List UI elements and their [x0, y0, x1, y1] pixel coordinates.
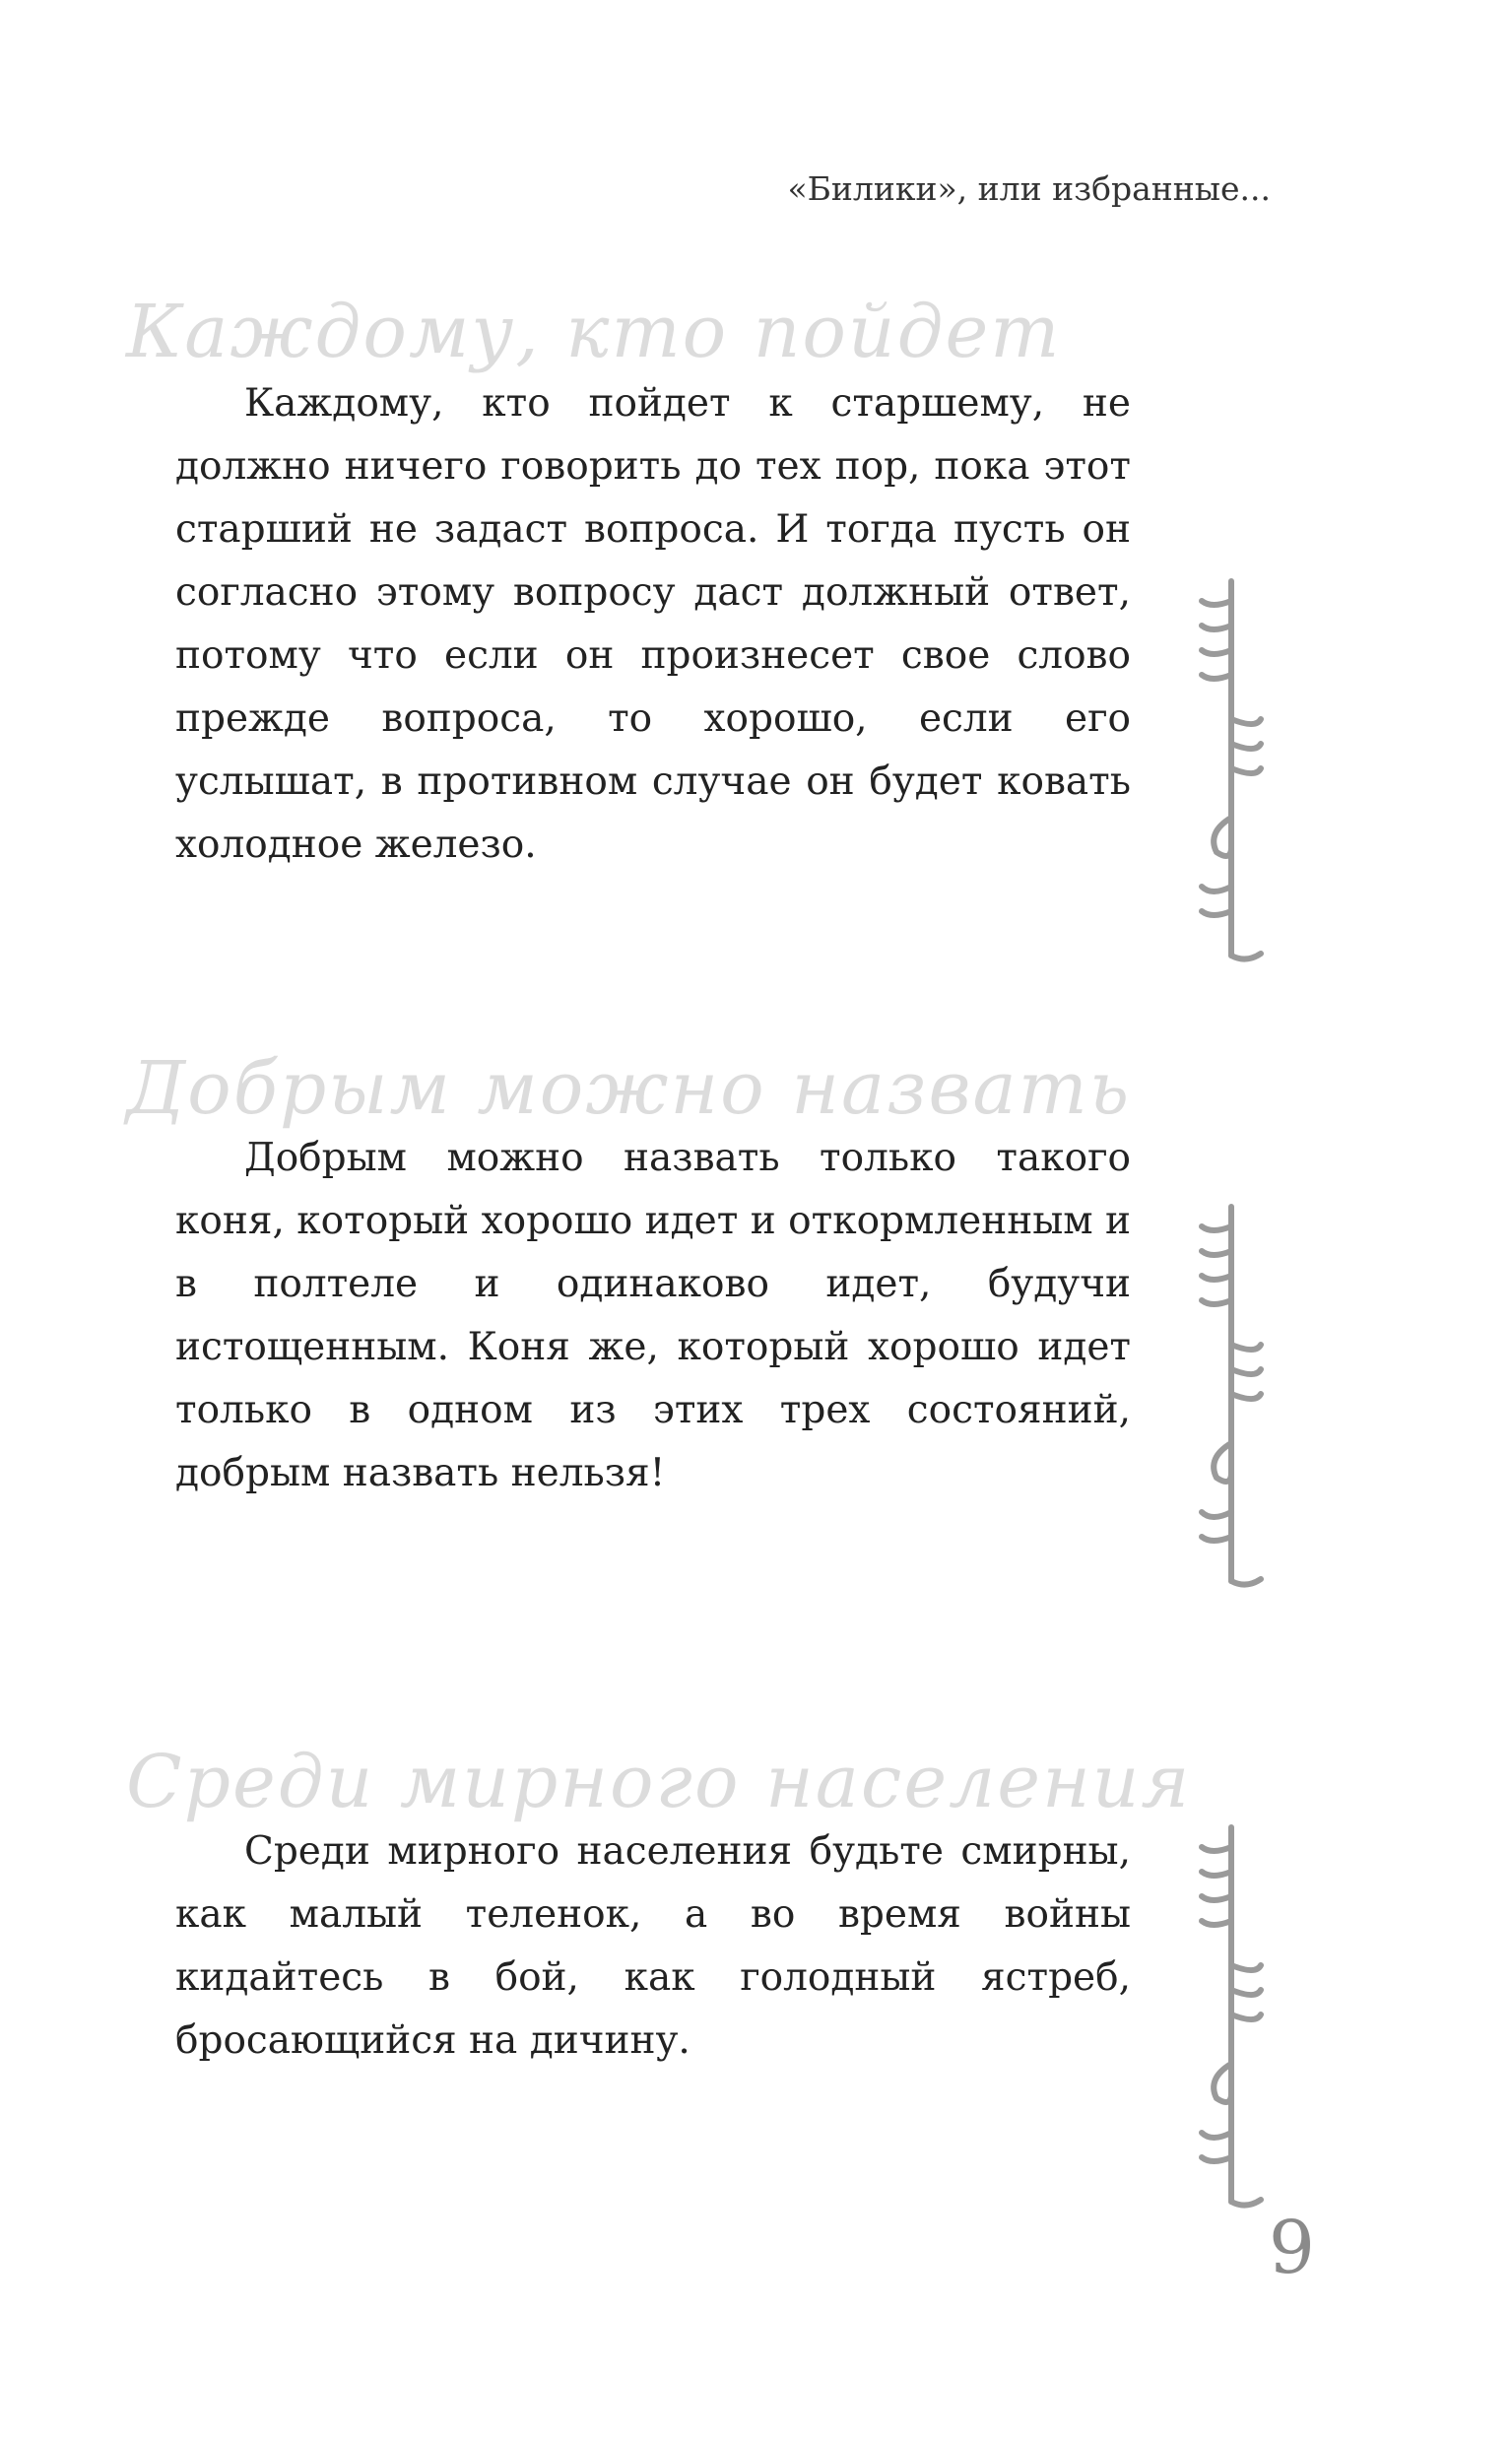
page-number: 9 — [1268, 2206, 1315, 2290]
section-body: Среди мирного населения будьте смирны, как малый теленок, а во время войны кидайтесь в бой, как голодный ястреб, бросающийся на дичину. — [175, 1829, 1131, 2063]
section-body: Добрым можно назвать только такого коня, который хорошо идет и откормленным и в полтеле и одинаково идет, будучи истощенным. Коня же, который хорошо идет только в одном из этих трех состояний, добрым назвать нельзя! — [175, 1136, 1131, 1495]
section-title: Среди мирного населения — [126, 1740, 1192, 1824]
mongolian-script-ornament-icon — [1187, 1197, 1276, 1591]
mongolian-script-ornament-icon — [1187, 1817, 1276, 2212]
section-title: Добрым можно назвать — [126, 1046, 1132, 1131]
mongolian-script-ornament-icon — [1187, 571, 1276, 965]
section-body: Каждому, кто пойдет к старшему, не должно ничего говорить до тех пор, пока этот старший не задаст вопроса. И тогда пусть он согласно этому вопросу даст должный ответ, потому что если он произнесет свое слово прежде вопроса, то хорошо, если его услышат, в противном случае он будет ковать холодное железо. — [175, 381, 1131, 867]
running-header: «Билики», или избранные... — [787, 169, 1271, 208]
section-title: Каждому, кто пойдет — [126, 290, 1062, 374]
